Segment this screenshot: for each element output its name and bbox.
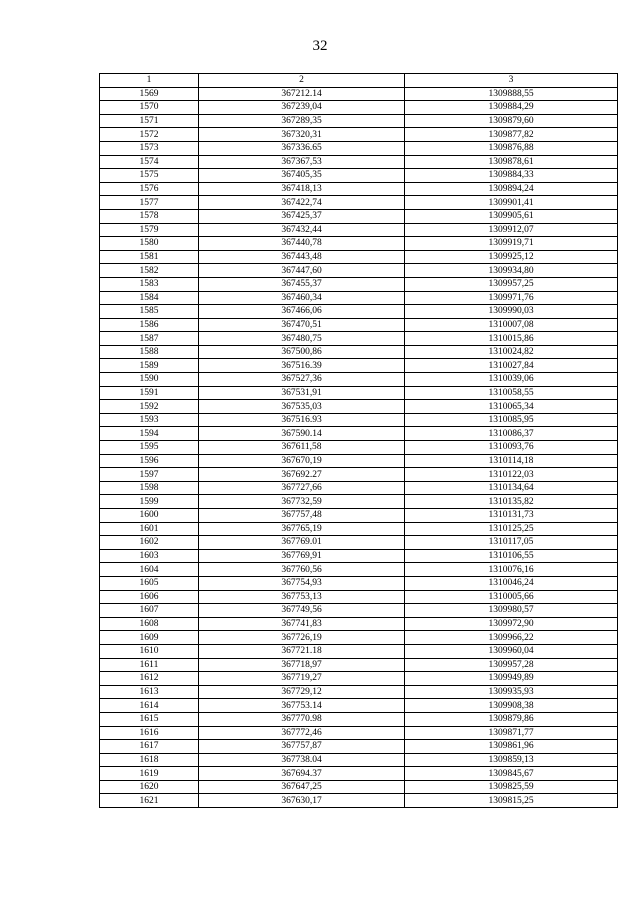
point-number-cell: 1601 <box>100 522 199 536</box>
point-number-cell: 1580 <box>100 237 199 251</box>
column-header-2: 2 <box>199 74 405 88</box>
table-row <box>100 87 618 101</box>
point-number-cell: 1616 <box>100 726 199 740</box>
table-row <box>100 658 618 672</box>
y-coordinate-cell: 1309912,07 <box>405 223 618 237</box>
y-coordinate-cell: 1309859,13 <box>405 753 618 767</box>
point-number-cell: 1584 <box>100 291 199 305</box>
table-row <box>100 223 618 237</box>
point-number-cell: 1609 <box>100 631 199 645</box>
x-coordinate-cell: 367527,36 <box>199 373 405 387</box>
y-coordinate-cell: 1309901,41 <box>405 196 618 210</box>
y-coordinate-cell: 1309877,82 <box>405 128 618 142</box>
x-coordinate-cell: 367772,46 <box>199 726 405 740</box>
table-row <box>100 114 618 128</box>
point-number-cell: 1570 <box>100 101 199 115</box>
table-row <box>100 196 618 210</box>
x-coordinate-cell: 367754,93 <box>199 576 405 590</box>
point-number-cell: 1606 <box>100 590 199 604</box>
table-row <box>100 794 618 808</box>
x-coordinate-cell: 367770.98 <box>199 712 405 726</box>
y-coordinate-cell: 1309825,59 <box>405 780 618 794</box>
table-row <box>100 563 618 577</box>
point-number-cell: 1582 <box>100 264 199 278</box>
table-row <box>100 291 618 305</box>
table-row <box>100 305 618 319</box>
x-coordinate-cell: 367647,25 <box>199 780 405 794</box>
y-coordinate-cell: 1310024,82 <box>405 345 618 359</box>
point-number-cell: 1604 <box>100 563 199 577</box>
x-coordinate-cell: 367753.14 <box>199 699 405 713</box>
x-coordinate-cell: 367738.04 <box>199 753 405 767</box>
x-coordinate-cell: 367422,74 <box>199 196 405 210</box>
table-row <box>100 631 618 645</box>
table-row <box>100 345 618 359</box>
y-coordinate-cell: 1309861,96 <box>405 740 618 754</box>
table-row <box>100 712 618 726</box>
y-coordinate-cell: 1309888,55 <box>405 87 618 101</box>
point-number-cell: 1599 <box>100 495 199 509</box>
point-number-cell: 1579 <box>100 223 199 237</box>
table-row <box>100 359 618 373</box>
y-coordinate-cell: 1310135,82 <box>405 495 618 509</box>
x-coordinate-cell: 367367,53 <box>199 155 405 169</box>
table-row <box>100 332 618 346</box>
y-coordinate-cell: 1310122,03 <box>405 468 618 482</box>
point-number-cell: 1571 <box>100 114 199 128</box>
x-coordinate-cell: 367516.39 <box>199 359 405 373</box>
point-number-cell: 1594 <box>100 427 199 441</box>
y-coordinate-cell: 1309905,61 <box>405 209 618 223</box>
page-number: 32 <box>312 38 328 54</box>
y-coordinate-cell: 1310005,66 <box>405 590 618 604</box>
y-coordinate-cell: 1309884,33 <box>405 169 618 183</box>
y-coordinate-cell: 1310086,37 <box>405 427 618 441</box>
point-number-cell: 1575 <box>100 169 199 183</box>
point-number-cell: 1578 <box>100 209 199 223</box>
y-coordinate-cell: 1309815,25 <box>405 794 618 808</box>
table-row <box>100 386 618 400</box>
point-number-cell: 1608 <box>100 617 199 631</box>
table-row <box>100 237 618 251</box>
y-coordinate-cell: 1310085,95 <box>405 413 618 427</box>
y-coordinate-cell: 1310106,55 <box>405 549 618 563</box>
point-number-cell: 1600 <box>100 509 199 523</box>
column-header-3: 3 <box>405 74 618 88</box>
y-coordinate-cell: 1310007,08 <box>405 318 618 332</box>
point-number-cell: 1577 <box>100 196 199 210</box>
table-row <box>100 644 618 658</box>
point-number-cell: 1569 <box>100 87 199 101</box>
point-number-cell: 1607 <box>100 604 199 618</box>
point-number-cell: 1588 <box>100 345 199 359</box>
y-coordinate-cell: 1309845,67 <box>405 767 618 781</box>
x-coordinate-cell: 367726,19 <box>199 631 405 645</box>
table-row <box>100 522 618 536</box>
y-coordinate-cell: 1309884,29 <box>405 101 618 115</box>
y-coordinate-cell: 1309879,86 <box>405 712 618 726</box>
x-coordinate-cell: 367757,48 <box>199 509 405 523</box>
point-number-cell: 1612 <box>100 672 199 686</box>
point-number-cell: 1593 <box>100 413 199 427</box>
y-coordinate-cell: 1310076,16 <box>405 563 618 577</box>
x-coordinate-cell: 367590.14 <box>199 427 405 441</box>
table-row <box>100 155 618 169</box>
x-coordinate-cell: 367749,56 <box>199 604 405 618</box>
table-row <box>100 400 618 414</box>
table-row <box>100 617 618 631</box>
y-coordinate-cell: 1309919,71 <box>405 237 618 251</box>
point-number-cell: 1572 <box>100 128 199 142</box>
x-coordinate-cell: 367718,97 <box>199 658 405 672</box>
table-row <box>100 454 618 468</box>
y-coordinate-cell: 1309990,03 <box>405 305 618 319</box>
x-coordinate-cell: 367719,27 <box>199 672 405 686</box>
point-number-cell: 1587 <box>100 332 199 346</box>
table-row <box>100 685 618 699</box>
point-number-cell: 1573 <box>100 141 199 155</box>
x-coordinate-cell: 367432,44 <box>199 223 405 237</box>
x-coordinate-cell: 367443,48 <box>199 250 405 264</box>
x-coordinate-cell: 367760,56 <box>199 563 405 577</box>
point-number-cell: 1617 <box>100 740 199 754</box>
x-coordinate-cell: 367405,35 <box>199 169 405 183</box>
x-coordinate-cell: 367769,91 <box>199 549 405 563</box>
table-row <box>100 481 618 495</box>
table-row <box>100 209 618 223</box>
x-coordinate-cell: 367721.18 <box>199 644 405 658</box>
table-row <box>100 141 618 155</box>
table-row <box>100 264 618 278</box>
table-row <box>100 413 618 427</box>
table-row <box>100 740 618 754</box>
table-row <box>100 101 618 115</box>
y-coordinate-cell: 1310039,06 <box>405 373 618 387</box>
x-coordinate-cell: 367769.01 <box>199 536 405 550</box>
x-coordinate-cell: 367732,59 <box>199 495 405 509</box>
y-coordinate-cell: 1309957,28 <box>405 658 618 672</box>
y-coordinate-cell: 1309908,38 <box>405 699 618 713</box>
x-coordinate-cell: 367630,17 <box>199 794 405 808</box>
table-row <box>100 427 618 441</box>
y-coordinate-cell: 1309949,89 <box>405 672 618 686</box>
table-row <box>100 672 618 686</box>
table-row <box>100 780 618 794</box>
x-coordinate-cell: 367466,06 <box>199 305 405 319</box>
table-row <box>100 536 618 550</box>
table-row <box>100 441 618 455</box>
x-coordinate-cell: 367611,58 <box>199 441 405 455</box>
table-row <box>100 509 618 523</box>
x-coordinate-cell: 367729,12 <box>199 685 405 699</box>
point-number-cell: 1586 <box>100 318 199 332</box>
column-header-1: 1 <box>100 74 199 88</box>
coordinates-table <box>99 73 618 808</box>
point-number-cell: 1576 <box>100 182 199 196</box>
point-number-cell: 1592 <box>100 400 199 414</box>
x-coordinate-cell: 367418,13 <box>199 182 405 196</box>
x-coordinate-cell: 367289,35 <box>199 114 405 128</box>
point-number-cell: 1581 <box>100 250 199 264</box>
x-coordinate-cell: 367320,31 <box>199 128 405 142</box>
point-number-cell: 1613 <box>100 685 199 699</box>
y-coordinate-cell: 1310093,76 <box>405 441 618 455</box>
table-row <box>100 373 618 387</box>
y-coordinate-cell: 1309934,80 <box>405 264 618 278</box>
y-coordinate-cell: 1309971,76 <box>405 291 618 305</box>
table-row <box>100 495 618 509</box>
point-number-cell: 1591 <box>100 386 199 400</box>
y-coordinate-cell: 1310131,73 <box>405 509 618 523</box>
x-coordinate-cell: 367670,19 <box>199 454 405 468</box>
x-coordinate-cell: 367460,34 <box>199 291 405 305</box>
table-row <box>100 753 618 767</box>
x-coordinate-cell: 367212.14 <box>199 87 405 101</box>
x-coordinate-cell: 367425,37 <box>199 209 405 223</box>
y-coordinate-cell: 1309972,90 <box>405 617 618 631</box>
x-coordinate-cell: 367239,04 <box>199 101 405 115</box>
x-coordinate-cell: 367727,66 <box>199 481 405 495</box>
y-coordinate-cell: 1309879,60 <box>405 114 618 128</box>
y-coordinate-cell: 1310125,25 <box>405 522 618 536</box>
point-number-cell: 1595 <box>100 441 199 455</box>
table-row <box>100 726 618 740</box>
point-number-cell: 1602 <box>100 536 199 550</box>
point-number-cell: 1585 <box>100 305 199 319</box>
table-row <box>100 604 618 618</box>
point-number-cell: 1620 <box>100 780 199 794</box>
y-coordinate-cell: 1309980,57 <box>405 604 618 618</box>
y-coordinate-cell: 1310117,05 <box>405 536 618 550</box>
table-row <box>100 182 618 196</box>
point-number-cell: 1611 <box>100 658 199 672</box>
x-coordinate-cell: 367480,75 <box>199 332 405 346</box>
table-row <box>100 699 618 713</box>
y-coordinate-cell: 1309935,93 <box>405 685 618 699</box>
table-row <box>100 318 618 332</box>
y-coordinate-cell: 1310058,55 <box>405 386 618 400</box>
x-coordinate-cell: 367765,19 <box>199 522 405 536</box>
x-coordinate-cell: 367500,86 <box>199 345 405 359</box>
y-coordinate-cell: 1310134,64 <box>405 481 618 495</box>
table-row <box>100 590 618 604</box>
table-row <box>100 128 618 142</box>
y-coordinate-cell: 1310114,18 <box>405 454 618 468</box>
x-coordinate-cell: 367694.37 <box>199 767 405 781</box>
point-number-cell: 1618 <box>100 753 199 767</box>
x-coordinate-cell: 367516.93 <box>199 413 405 427</box>
x-coordinate-cell: 367455,37 <box>199 277 405 291</box>
y-coordinate-cell: 1309960,04 <box>405 644 618 658</box>
x-coordinate-cell: 367692.27 <box>199 468 405 482</box>
table-row <box>100 549 618 563</box>
y-coordinate-cell: 1309925,12 <box>405 250 618 264</box>
x-coordinate-cell: 367447,60 <box>199 264 405 278</box>
y-coordinate-cell: 1309957,25 <box>405 277 618 291</box>
point-number-cell: 1590 <box>100 373 199 387</box>
x-coordinate-cell: 367535,03 <box>199 400 405 414</box>
x-coordinate-cell: 367336.65 <box>199 141 405 155</box>
table-row <box>100 576 618 590</box>
point-number-cell: 1610 <box>100 644 199 658</box>
y-coordinate-cell: 1309876,88 <box>405 141 618 155</box>
point-number-cell: 1605 <box>100 576 199 590</box>
x-coordinate-cell: 367531,91 <box>199 386 405 400</box>
point-number-cell: 1574 <box>100 155 199 169</box>
x-coordinate-cell: 367741,83 <box>199 617 405 631</box>
point-number-cell: 1619 <box>100 767 199 781</box>
point-number-cell: 1621 <box>100 794 199 808</box>
table-body <box>100 87 618 807</box>
point-number-cell: 1597 <box>100 468 199 482</box>
point-number-cell: 1598 <box>100 481 199 495</box>
table-row <box>100 468 618 482</box>
table-row <box>100 277 618 291</box>
y-coordinate-cell: 1309894,24 <box>405 182 618 196</box>
point-number-cell: 1614 <box>100 699 199 713</box>
point-number-cell: 1596 <box>100 454 199 468</box>
y-coordinate-cell: 1310027,84 <box>405 359 618 373</box>
point-number-cell: 1583 <box>100 277 199 291</box>
y-coordinate-cell: 1310046,24 <box>405 576 618 590</box>
x-coordinate-cell: 367753,13 <box>199 590 405 604</box>
y-coordinate-cell: 1309878,61 <box>405 155 618 169</box>
header-row <box>100 74 618 88</box>
table-row <box>100 250 618 264</box>
x-coordinate-cell: 367757,87 <box>199 740 405 754</box>
y-coordinate-cell: 1310015,86 <box>405 332 618 346</box>
x-coordinate-cell: 367440,78 <box>199 237 405 251</box>
x-coordinate-cell: 367470,51 <box>199 318 405 332</box>
point-number-cell: 1615 <box>100 712 199 726</box>
y-coordinate-cell: 1310065,34 <box>405 400 618 414</box>
point-number-cell: 1603 <box>100 549 199 563</box>
table-row <box>100 169 618 183</box>
y-coordinate-cell: 1309871,77 <box>405 726 618 740</box>
point-number-cell: 1589 <box>100 359 199 373</box>
y-coordinate-cell: 1309966,22 <box>405 631 618 645</box>
table-row <box>100 767 618 781</box>
